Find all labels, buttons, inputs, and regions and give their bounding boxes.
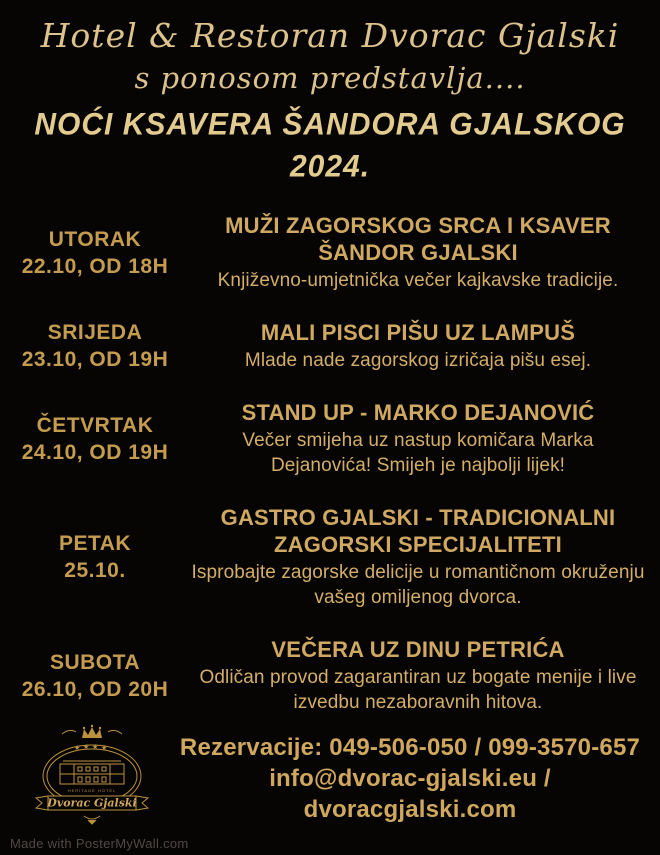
day-date: 22.10, OD 18H [21,254,169,278]
event-row-friday [0,504,660,610]
event-title: GASTRO GJALSKI - TRADICIONALNI ZAGORSKI SPECIJALITETI [220,505,616,557]
crown-icon [82,725,102,738]
event-title: MUŽI ZAGORSKOG SRCA I KSAVER ŠANDOR GJALSKI [225,213,611,265]
event-description: Književno-umjetnička večer kajkavske tradicije. [217,270,619,291]
email-website-line: info@dvorac-gjalski.eu / dvoracgjalski.com [269,765,551,823]
event-info [190,399,646,478]
svg-text:★: ★ [92,743,99,751]
day-name: PETAK [58,532,132,555]
day-date: 25.10. [64,559,126,582]
event-day [0,530,190,584]
day-date: 23.10, OD 19H [21,348,169,371]
logo-banner-text: Dvorac Gjalski [47,796,137,810]
logo-small-text: HERITAGE HOTEL [67,788,117,793]
day-name: UTORAK [48,227,142,251]
event-day [0,319,190,373]
logo-ribbon [36,796,148,810]
poster-header [0,0,660,186]
event-description: Odličan provod zagarantiran uz bogate menije i live izvedbu nezaboravnih hitova. [199,667,637,713]
event-info [190,212,646,293]
event-info [190,504,646,610]
event-title: VEČERA UZ DINU PETRIĆA [271,637,565,662]
event-row-saturday [0,636,660,715]
contact-block [176,732,644,825]
svg-text:★: ★ [74,744,81,752]
event-row-wednesday [0,319,660,373]
event-row-tuesday [0,212,660,293]
reservations-line: Rezervacije: 049-506-050 / 099-3570-657 [179,734,641,761]
day-name: SUBOTA [49,650,141,674]
poster-title: NOĆI KSAVERA ŠANDORA GJALSKOG 2024. [34,106,626,185]
event-info [190,636,646,715]
svg-text:★: ★ [83,743,90,751]
poster-footer [0,724,660,833]
postermywall-watermark: Made with PosterMyWall.com [10,836,189,851]
star-icons [74,743,107,752]
event-description: Mlade nade zagorskog izričaja pišu esej. [244,350,592,371]
hotel-name-line: Hotel & Restoran Dvorac Gjalski [40,16,620,55]
castle-icon [60,761,124,784]
event-info [190,319,646,373]
event-day [0,226,190,280]
day-date: 24.10, OD 19H [21,440,169,464]
day-date: 26.10, OD 20H [21,677,169,701]
event-day [0,412,190,466]
svg-text:★: ★ [101,744,108,752]
hotel-logo [26,724,158,833]
event-schedule [0,212,660,715]
event-description: Isprobajte zagorske delicije u romantičnom okruženju vašeg omiljenog dvorca. [191,562,645,608]
event-description: Večer smijeha uz nastup komičara Marka Dejanovića! Smijeh je najbolji lijek! [242,430,594,476]
event-title: STAND UP - MARKO DEJANOVIĆ [241,400,595,425]
presents-line: s ponosom predstavlja.... [134,61,526,95]
event-day [0,649,190,703]
event-title: MALI PISCI PIŠU UZ LAMPUŠ [260,320,576,345]
day-name: SRIJEDA [47,321,143,344]
event-row-thursday [0,399,660,478]
day-name: ČETVRTAK [36,413,154,437]
dvorac-gjalski-emblem [26,724,158,828]
